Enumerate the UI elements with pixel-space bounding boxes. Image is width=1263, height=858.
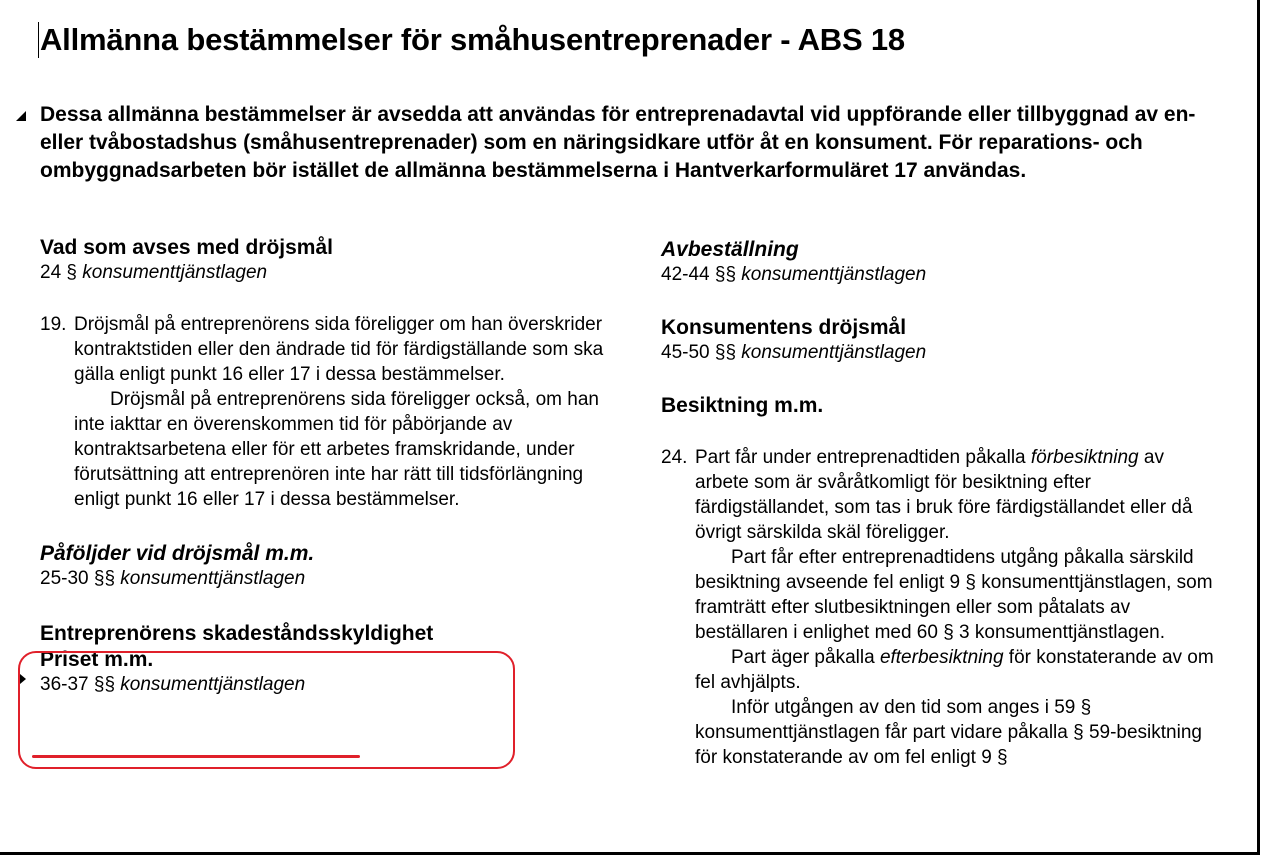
law-reference	[661, 341, 1221, 365]
text-run: av arbete som är svåråtkomligt för besiktning efter färdigställandet, som tas i bruk före färdigställandet eller då övrigt särskilda skäl föreligger.	[695, 447, 1193, 543]
ref-section: 24 §	[40, 262, 77, 283]
intro-paragraph[interactable]: Dessa allmänna bestämmelser är avsedda att användas för entreprenadavtal vid uppförande eller tillbyggnad av en- eller tvåbostadshus (småhusentreprenader) som en näringsidkare utför åt en konsument. För reparations- och ombyggnadsarbeten bör istället de allmänna bestämmelserna i Hantverkarformuläret 17 användas.	[40, 103, 1196, 182]
paragraph-text-c	[695, 645, 1221, 695]
text-run: för konstaterande av om fel avhjälpts.	[695, 647, 1214, 693]
ref-section: 25-30 §§	[40, 568, 116, 589]
paragraph-text	[695, 445, 1221, 770]
ref-section: 42-44 §§	[661, 264, 737, 285]
heading-avbestallning[interactable]: Avbeställning	[661, 238, 799, 261]
ref-law: konsumenttjänstlagen	[120, 568, 306, 589]
paragraph-text	[74, 312, 605, 512]
paragraph-number: 24.	[661, 447, 688, 468]
ref-law: konsumenttjänstlagen	[741, 264, 927, 285]
law-reference	[40, 567, 605, 591]
law-reference	[40, 261, 605, 285]
term-efterbesiktning: efterbesiktning	[879, 647, 1004, 668]
paragraph-24[interactable]	[661, 445, 1221, 770]
ref-law: konsumenttjänstlagen	[82, 262, 268, 283]
right-column	[661, 237, 1221, 770]
collapse-triangle-icon[interactable]	[16, 111, 26, 121]
ref-section: 45-50 §§	[661, 342, 737, 363]
paragraph-text-d: Inför utgången av den tid som anges i 59 § konsumenttjänstlagen får part vidare påkalla § 59-besiktning för konstaterande av om fel enligt 9 §	[695, 697, 1202, 768]
highlight-box	[18, 651, 515, 769]
paragraph-text-b: Part får efter entreprenadtidens utgång påkalla särskild besiktning avseende fel enligt 9 § konsumenttjänstlagen, som framträtt efter slutbesiktningen eller som påtalats av beställaren i enlighet med 60 § 3 konsumenttjänstlagen.	[695, 547, 1213, 643]
heading-priset[interactable]: Priset m.m.	[40, 648, 154, 671]
highlight-underline	[32, 755, 360, 758]
text-run: Part får under entreprenadtiden påkalla	[695, 447, 1026, 468]
paragraph-text-b: Dröjsmål på entreprenörens sida föreligger också, om han inte iakttar en överenskommen tid för påbörjande av kontraktsarbetena eller för ett arbetes framskridande, under förutsättning att entreprenören inte har rätt till tidsförlängning enligt punkt 16 eller 17 i dessa bestämmelser.	[74, 389, 599, 510]
law-reference	[661, 263, 1221, 287]
document-title[interactable]: Allmänna bestämmelser för småhusentreprenader - ABS 18	[40, 22, 905, 57]
heading-besiktning[interactable]: Besiktning m.m.	[661, 394, 824, 417]
ref-section: 36-37 §§	[40, 674, 116, 695]
text-cursor	[38, 22, 39, 58]
ref-law: konsumenttjänstlagen	[741, 342, 927, 363]
ref-law: konsumenttjänstlagen	[120, 674, 306, 695]
paragraph-19[interactable]	[40, 312, 605, 512]
heading-pafoljder[interactable]: Påföljder vid dröjsmål m.m.	[40, 542, 315, 565]
heading-konsumentens-drojsmal[interactable]: Konsumentens dröjsmål	[661, 316, 907, 339]
left-column	[40, 235, 605, 697]
term-forbesiktning: förbesiktning	[1030, 447, 1139, 468]
paragraph-text-a: Dröjsmål på entreprenörens sida föreligger om han överskrider kontraktstiden eller den ändrade tid för färdigställande som ska gälla enligt punkt 16 eller 17 i dessa bestämmelser.	[74, 314, 604, 385]
paragraph-text-a	[695, 445, 1221, 545]
heading-skadestand[interactable]: Entreprenörens skadeståndsskyldighet	[40, 622, 434, 645]
text-run: Part äger påkalla	[731, 647, 875, 668]
paragraph-number: 19.	[40, 314, 67, 335]
heading-drojsmal[interactable]: Vad som avses med dröjsmål	[40, 236, 333, 259]
